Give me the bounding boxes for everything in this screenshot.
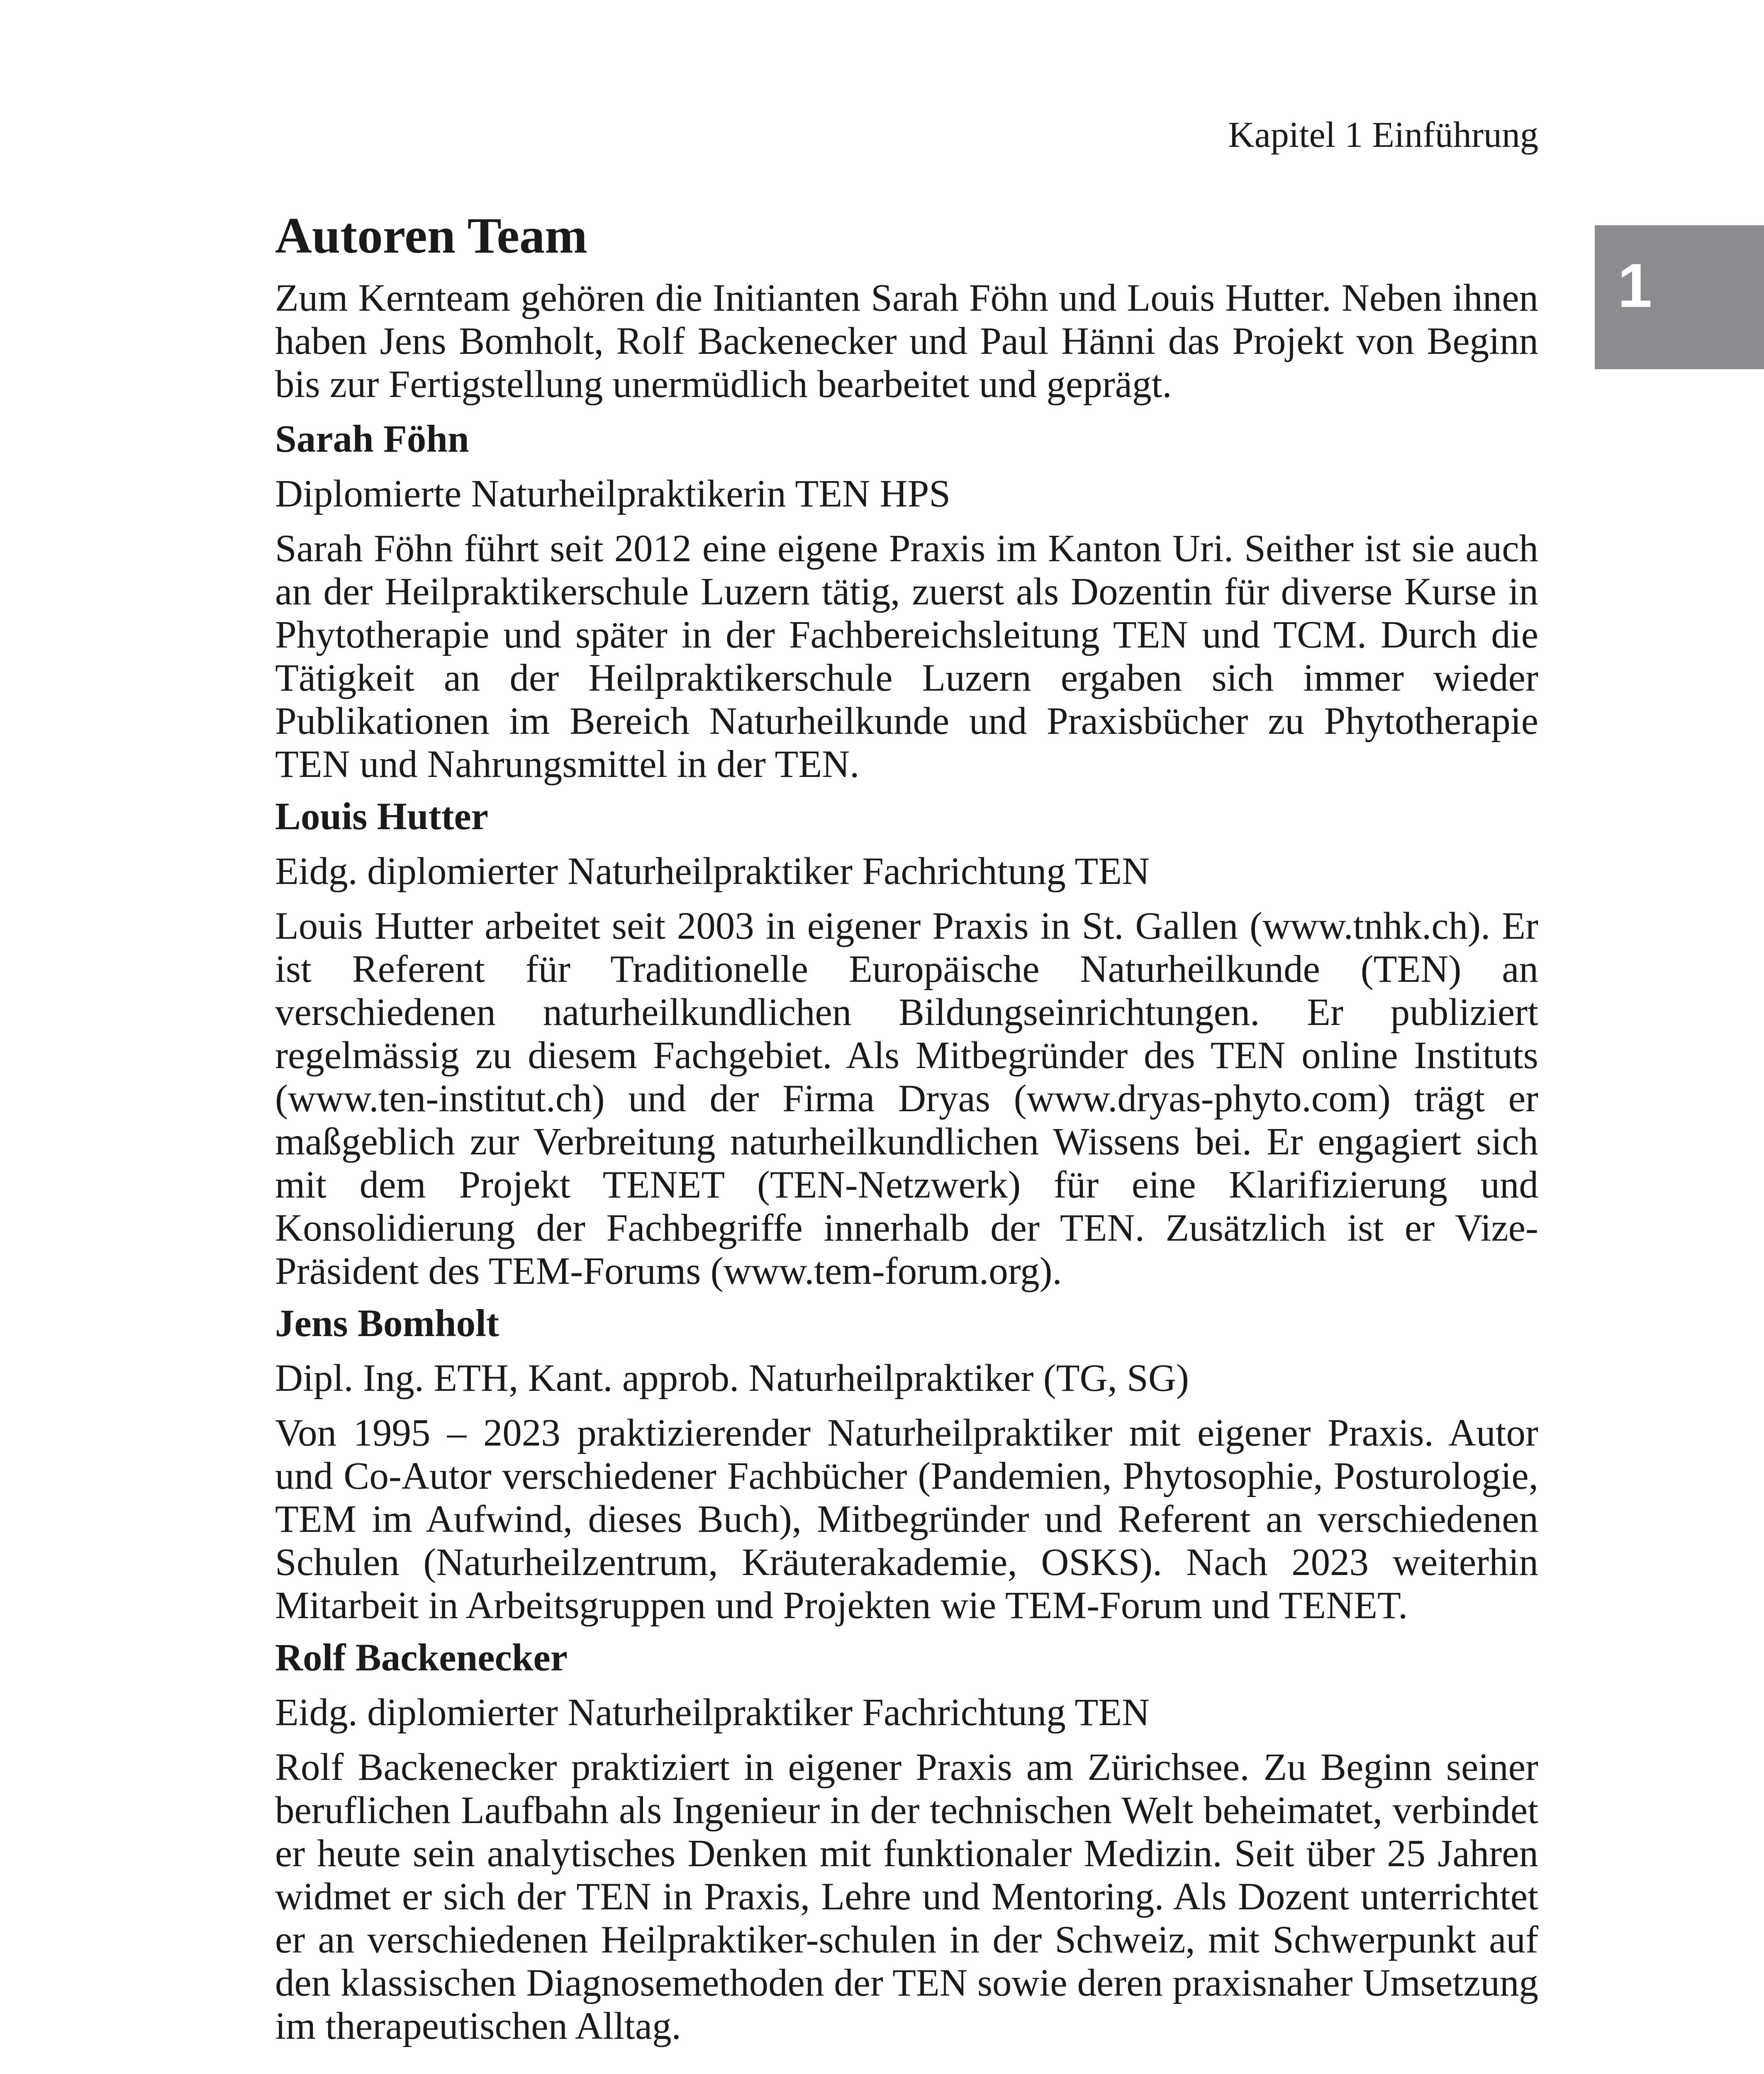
author-name: Sarah Föhn	[275, 418, 469, 461]
chapter-tab	[1595, 225, 1764, 369]
author-title: Diplomierte Naturheilpraktikerin TEN HPS	[275, 472, 951, 516]
author-title: Eidg. diplomierter Naturheilpraktiker Fachrichtung TEN	[275, 850, 1150, 893]
intro-paragraph: Zum Kernteam gehören die Initianten Sarah Föhn und Louis Hutter. Neben ihnen haben Jens Bomholt, Rolf Backenecker und Paul Hänni das Projekt von Beginn bis zur Fertigstellung unermüdlich bearbeitet und geprägt.	[275, 277, 1538, 406]
author-entry-bomholt	[275, 1302, 1538, 1627]
author-name: Rolf Backenecker	[275, 1636, 568, 1680]
section-title: Autoren Team	[275, 207, 587, 264]
author-entry-hutter	[275, 795, 1538, 1293]
author-bio: Rolf Backenecker praktiziert in eigener Praxis am Zürichsee. Zu Beginn seiner beruflichen Laufbahn als Ingenieur in der technischen Welt beheimatet, verbindet er heute sein analytisches Denken mit funktionaler Medizin. Seit über 25 Jahren widmet er sich der TEN in Praxis, Lehre und Mentoring. Als Dozent unterrichtet er an verschiedenen Heilpraktiker-schulen in der Schweiz, mit Schwerpunkt auf den klassischen Diagnosemethoden der TEN sowie deren praxisnaher Umsetzung im therapeutischen Alltag.	[275, 1746, 1538, 2048]
author-entry-foehn	[275, 418, 1538, 786]
author-bio: Louis Hutter arbeitet seit 2003 in eigener Praxis in St. Gallen (www.tnhk.ch). Er ist Referent für Traditionelle Europäische Naturheilkunde (TEN) an verschiedenen naturheilkundlichen Bildungseinrichtungen. Er publiziert regelmässig zu diesem Fachgebiet. Als Mitbegründer des TEN online Instituts (www.ten-institut.ch) und der Firma Dryas (www.dryas-phyto.com) trägt er maßgeblich zur Verbreitung naturheilkundlichen Wissens bei. Er engagiert sich mit dem Projekt TENET (TEN-Netzwerk) für eine Klarifizierung und Konsolidierung der Fachbegriffe innerhalb der TEN. Zusätzlich ist er Vize-Präsident des TEM-Forums (www.tem-forum.org).	[275, 905, 1538, 1293]
author-bio: Sarah Föhn führt seit 2012 eine eigene Praxis im Kanton Uri. Seither ist sie auch an der Heilpraktikerschule Luzern tätig, zuerst als Dozentin für diverse Kurse in Phytotherapie und später in der Fachbereichsleitung TEN und TCM. Durch die Tätigkeit an der Heilpraktikerschule Luzern ergaben sich immer wieder Publikationen im Bereich Naturheilkunde und Praxisbücher zu Phytotherapie TEN und Nahrungsmittel in der TEN.	[275, 527, 1538, 786]
chapter-tab-number: 1	[1618, 251, 1652, 320]
page-body	[275, 207, 1538, 2057]
author-title: Dipl. Ing. ETH, Kant. approb. Naturheilpraktiker (TG, SG)	[275, 1357, 1189, 1400]
author-name: Louis Hutter	[275, 795, 489, 838]
author-title: Eidg. diplomierter Naturheilpraktiker Fachrichtung TEN	[275, 1691, 1150, 1734]
author-name: Jens Bomholt	[275, 1302, 499, 1345]
author-bio: Von 1995 – 2023 praktizierender Naturheilpraktiker mit eigener Praxis. Autor und Co-Autor verschiedener Fachbücher (Pandemien, Phytosophie, Posturologie, TEM im Aufwind, dieses Buch), Mitbegründer und Referent an verschiedenen Schulen (Naturheilzentrum, Kräuterakademie, OSKS). Nach 2023 weiterhin Mitarbeit in Arbeitsgruppen und Projekten wie TEM-Forum und TENET.	[275, 1412, 1538, 1627]
author-entry-backenecker	[275, 1636, 1538, 2048]
running-head: Kapitel 1 Einführung	[1228, 115, 1538, 155]
